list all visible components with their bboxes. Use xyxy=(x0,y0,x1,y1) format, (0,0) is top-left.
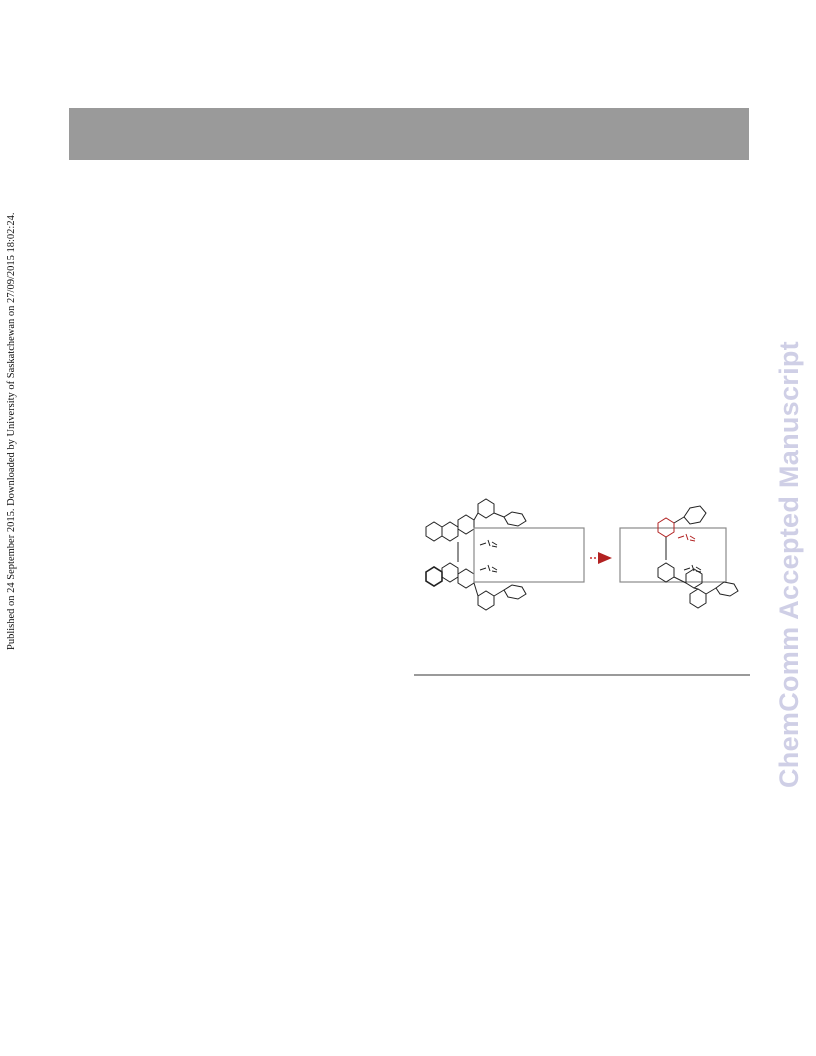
section-divider xyxy=(414,674,750,676)
right-highlight-box xyxy=(620,528,726,582)
download-note: Published on 24 September 2015. Downloaded by University of Saskatchewan on 27/09/2015 18:02:24. xyxy=(6,212,17,650)
reaction-arrow-icon xyxy=(590,552,612,564)
accepted-manuscript-watermark: ChemComm Accepted Manuscript xyxy=(774,341,804,788)
ligand-scheme-figure xyxy=(414,490,754,620)
binaphthyl-ligand-structure-icon xyxy=(426,499,526,610)
left-highlight-box xyxy=(474,528,584,582)
header-band xyxy=(69,108,749,160)
